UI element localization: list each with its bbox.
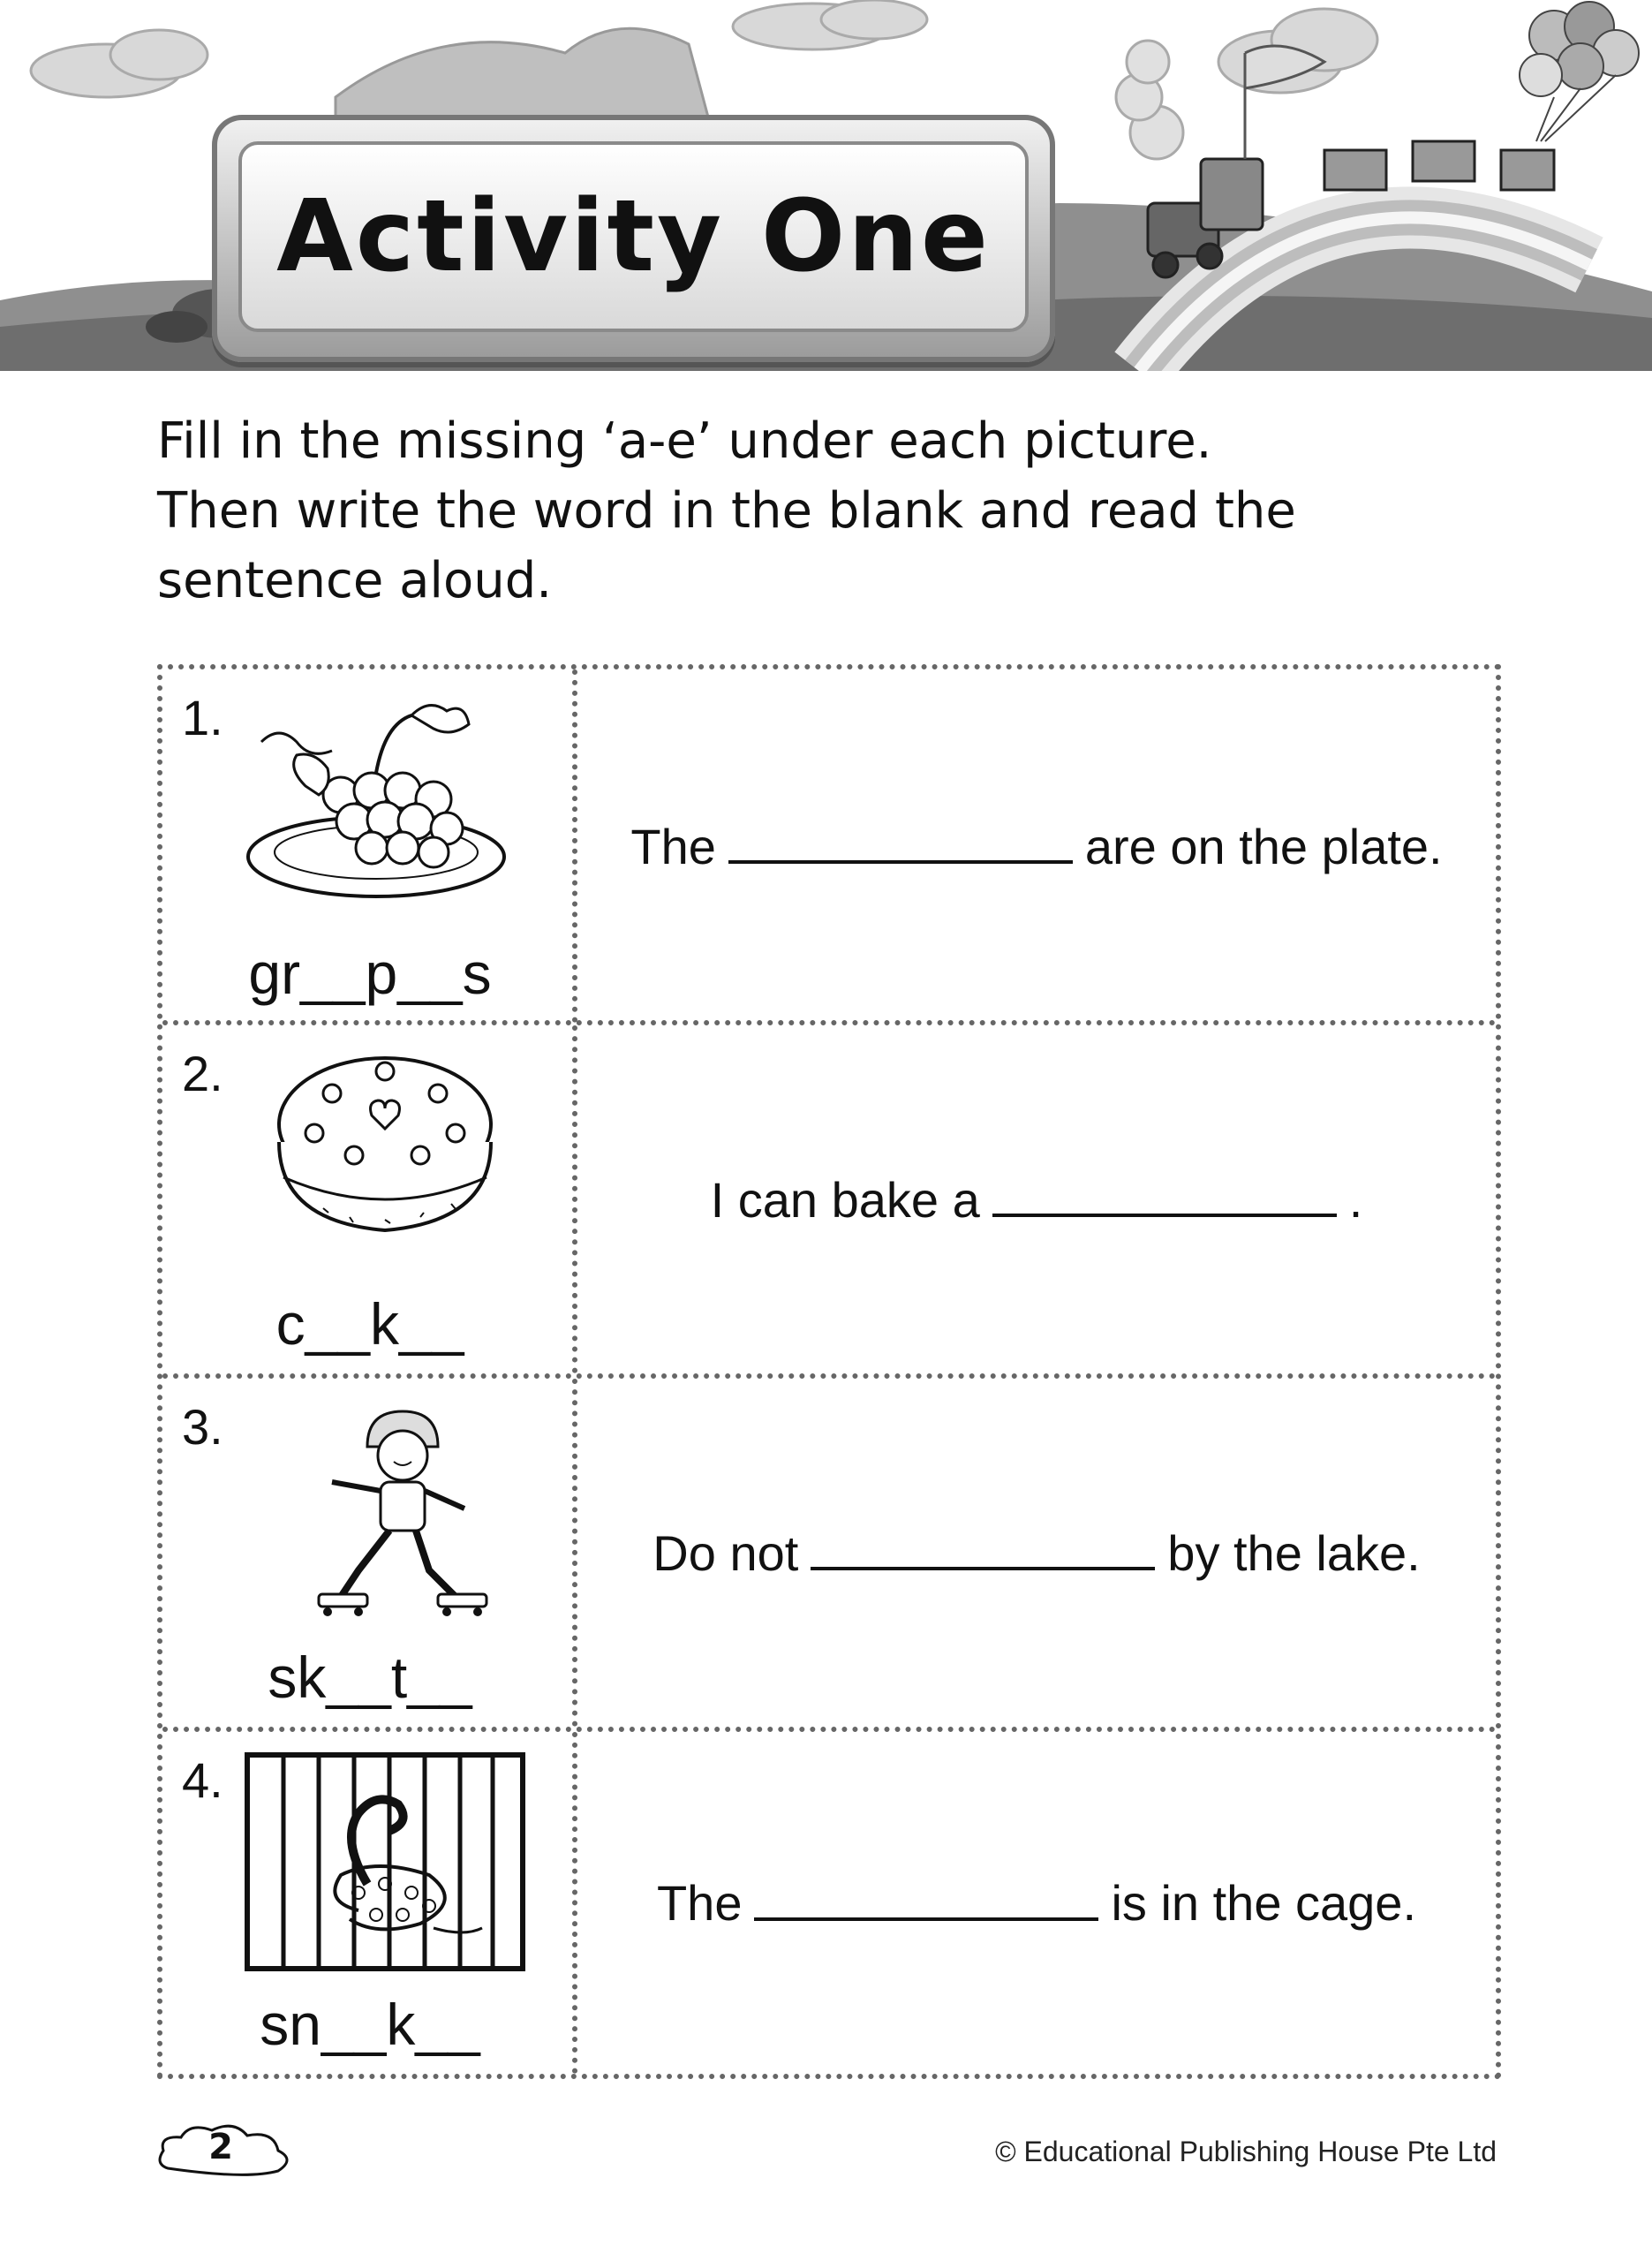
answer-blank[interactable]	[728, 828, 1073, 864]
picture-cell	[162, 1732, 577, 2074]
skater-icon	[244, 1398, 526, 1619]
instructions	[157, 406, 1482, 616]
item-number: 4.	[182, 1752, 223, 1808]
item-number: 3.	[182, 1399, 223, 1455]
page-number: 2	[208, 2127, 233, 2167]
answer-blank[interactable]	[811, 1535, 1155, 1570]
sentence	[577, 1025, 1496, 1373]
caged-snake-icon	[244, 1751, 526, 1972]
page-title: Activity One	[276, 179, 991, 294]
answer-blank[interactable]	[754, 1886, 1098, 1921]
answer-blank[interactable]	[992, 1182, 1337, 1217]
sentence-start: Do not	[653, 1524, 799, 1581]
word-pattern: sn__k__	[260, 1992, 480, 2057]
title-plate	[212, 115, 1055, 362]
sentence-start: The	[656, 1875, 743, 1931]
word-pattern: c__k__	[275, 1291, 464, 1357]
sentence-start: The	[630, 818, 716, 874]
instruction-line: Then write the word in the blank and read the	[157, 482, 1296, 540]
grapes-icon	[244, 689, 526, 910]
sentence-end: .	[1348, 1171, 1363, 1228]
picture-cell	[162, 1025, 577, 1373]
exercise-row	[162, 1373, 1496, 1727]
header-banner	[0, 0, 1652, 371]
sentence-end: is in the cage.	[1111, 1875, 1417, 1931]
item-number: 2.	[182, 1046, 223, 1101]
sentence-end: by the lake.	[1167, 1524, 1421, 1581]
instruction-line: Fill in the missing ‘a-e’ under each picture.	[157, 412, 1212, 470]
exercise-row	[162, 1020, 1496, 1373]
sentence	[577, 669, 1496, 1023]
exercise-row	[162, 669, 1496, 1023]
picture-cell	[162, 669, 577, 1023]
item-number: 1.	[182, 690, 223, 745]
word-pattern: gr__p__s	[248, 941, 492, 1006]
exercise-table	[157, 664, 1501, 2079]
picture-cell	[162, 1379, 577, 1727]
word-pattern: sk__t__	[268, 1645, 472, 1710]
instruction-line: sentence aloud.	[157, 552, 553, 609]
cake-icon	[244, 1045, 526, 1266]
exercise-row	[162, 1727, 1496, 2074]
sentence	[577, 1732, 1496, 2074]
copyright: © Educational Publishing House Pte Ltd	[995, 2136, 1497, 2167]
sentence	[577, 1379, 1496, 1727]
sentence-start: I can bake a	[710, 1171, 980, 1228]
sentence-end: are on the plate.	[1084, 818, 1443, 874]
